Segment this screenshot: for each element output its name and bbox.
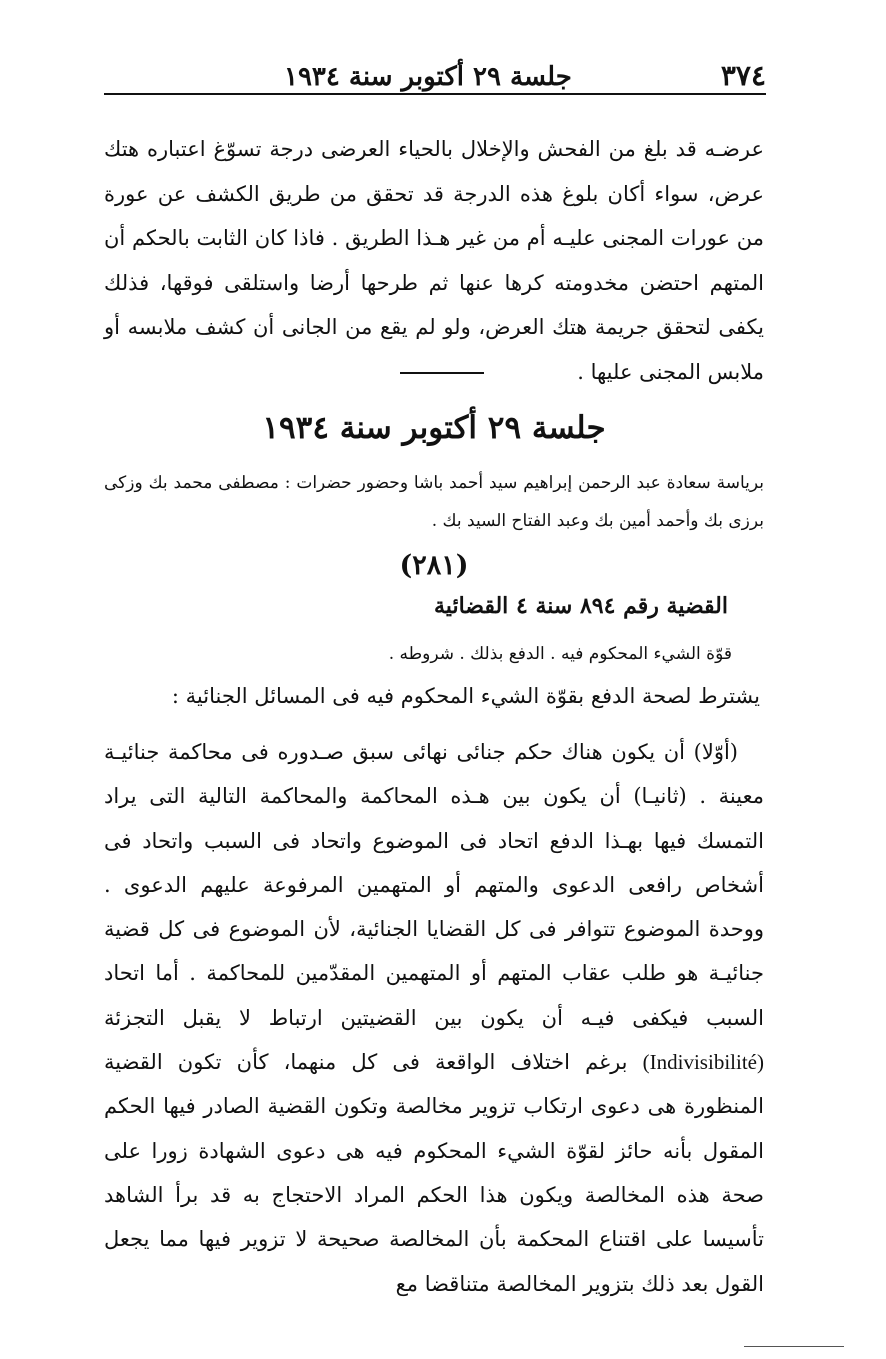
- section-separator: [400, 372, 484, 374]
- case-number: (٢٨١): [399, 550, 469, 581]
- session-presidency: برياسة سعادة عبد الرحمن إبراهيم سيد أحمد باشا وحضور حضرات : مصطفى محمد بك وزكى برزى بك وأحمد أمين بك وعبد الفتاح السيد بك .: [104, 473, 764, 531]
- running-header-title: جلسة ٢٩ أكتوبر سنة ١٩٣٤: [284, 62, 572, 92]
- latin-term: (Indivisibilité): [642, 1050, 764, 1075]
- footer-rule: [744, 1346, 844, 1347]
- principle-text-part-1: (أوّلا) أن يكون هناك حكم جنائى نهائى سبق صـدوره فى محاكمة جنائيـة معينة . (ثانيـا) أن يكون بين هـذه المحاكمة والمحاكمة التالية التى يراد التمسك فيها بهـذا الدفع اتحاد فى الموضوع واتحاد فى السبب واتحاد فى أشخاص رافعى الدعوى والمتهم أو المتهمين المرفوعة عليهم الدعوى . ووحدة الموضوع تتوافر فى كل القضايا الجنائية، لأن الموضوع فى كل قضية جنائيـة هو طلب عقاب المتهم أو المتهمين المقدّمين للمحاكمة . أما اتحاد السبب فيكفى فيـه أن يكون بين القضيتين ارتباط لا يقبل التجزئة: [104, 740, 764, 1030]
- principle-text-part-2: برغم اختلاف الواقعة فى كل منهما، كأن تكون القضية المنظورة هى دعوى ارتكاب تزوير مخالصة وتكون القضية الصادر فيها الحكم المقول بأنه حائز لقوّة الشيء المحكوم فيه هى دعوى الشهادة زورا على صحة هذه المخالصة ويكون هذا الحكم المراد الاحتجاج به قد برأ الشاهد تأسيسا على اقتناع المحكمة بأن المخالصة صحيحة لا تزوير فيها مما يجعل القول بعد ذلك بتزوير المخالصة متناقضا مع: [104, 1050, 764, 1296]
- case-keywords: قوّة الشيء المحكوم فيه . الدفع بذلك . شروطه .: [388, 644, 732, 664]
- page-number: ٣٧٤: [720, 59, 766, 92]
- principle-lead: يشترط لصحة الدفع بقوّة الشيء المحكوم فيه فى المسائل الجنائية :: [171, 684, 760, 708]
- previous-judgment-paragraph: عرضـه قد بلغ من الفحش والإخلال بالحياء العرضى درجة تسوّغ اعتباره هتك عرض، سواء أكان بلوغ هذه الدرجة قد تحقق من طريق الكشف عن عورة من عورات المجنى عليـه أم من غير هـذا الطريق . فاذا كان الثابت بالحكم أن المتهم احتضن مخدومته كرها عنها ثم طرحها أرضا واستلقى فوقها، فذلك يكفى لتحقق جريمة هتك العرض، ولو لم يقع من الجانى أن كشف ملابسه أو ملابس المجنى عليها .: [104, 137, 764, 384]
- principle-paragraph: [104, 730, 764, 1306]
- running-header: [104, 50, 766, 92]
- header-divider: [104, 93, 766, 95]
- session-title: جلسة ٢٩ أكتوبر سنة ١٩٣٤: [262, 410, 606, 446]
- case-reference: القضية رقم ٨٩٤ سنة ٤ القضائية: [434, 593, 728, 619]
